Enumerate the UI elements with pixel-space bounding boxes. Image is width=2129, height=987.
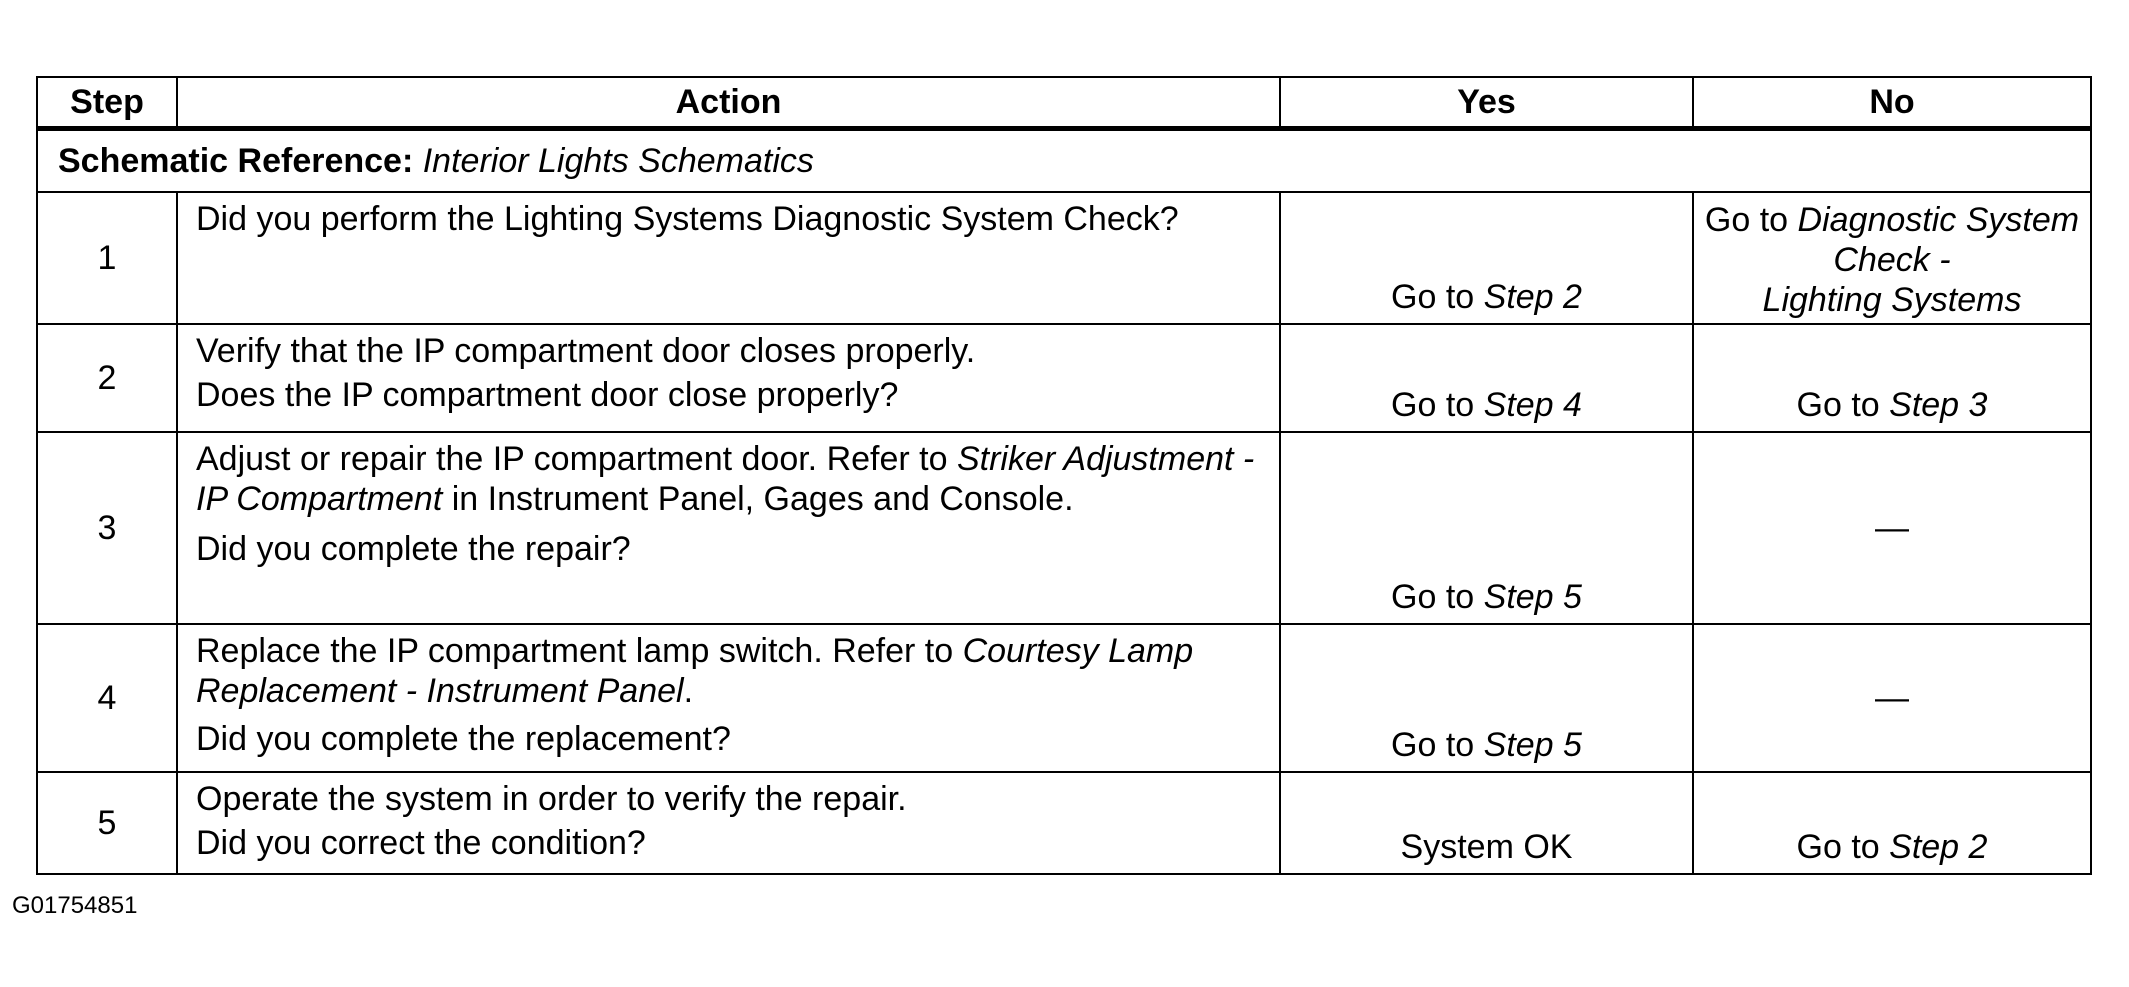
action-ref: Courtesy Lamp Replacement - Instrument Panel bbox=[196, 632, 1194, 710]
yes-ref: Step 5 bbox=[1483, 578, 1582, 616]
action-text-a: Adjust or repair the IP compartment door. Refer to bbox=[196, 440, 957, 478]
action-question: Does the IP compartment door close properly? bbox=[196, 376, 899, 414]
action-question: Did you complete the repair? bbox=[196, 530, 631, 568]
diagnostic-table bbox=[36, 76, 2092, 875]
step-number: 4 bbox=[37, 624, 177, 772]
schematic-reference bbox=[37, 129, 2091, 193]
yes-cell: System OK bbox=[1280, 772, 1693, 874]
yes-prefix: Go to bbox=[1391, 578, 1484, 616]
no-ref: Step 3 bbox=[1889, 386, 1988, 424]
action-question: Did you correct the condition? bbox=[196, 824, 646, 862]
table-row bbox=[37, 624, 2091, 772]
action-text: Operate the system in order to verify the repair. bbox=[196, 780, 907, 818]
no-prefix: Go to bbox=[1704, 201, 1798, 239]
no-prefix: Go to bbox=[1796, 828, 1890, 866]
step-number: 1 bbox=[37, 192, 177, 324]
yes-cell bbox=[1280, 624, 1693, 772]
yes-ref: Step 2 bbox=[1483, 278, 1582, 316]
header-row bbox=[37, 77, 2091, 129]
no-cell bbox=[1693, 192, 2091, 324]
no-cell: — bbox=[1693, 624, 2091, 772]
no-cell bbox=[1693, 324, 2091, 432]
yes-cell bbox=[1280, 324, 1693, 432]
action-cell bbox=[177, 192, 1280, 324]
yes-ref: Step 5 bbox=[1483, 726, 1582, 764]
no-ref: Step 2 bbox=[1889, 828, 1988, 866]
table-row bbox=[37, 432, 2091, 624]
schematic-reference-row bbox=[37, 129, 2091, 193]
action-cell bbox=[177, 772, 1280, 874]
action-question: Did you perform the Lighting Systems Diagnostic System Check? bbox=[196, 200, 1179, 238]
header-no: No bbox=[1693, 77, 2091, 129]
no-ref-cont: Lighting Systems bbox=[1762, 281, 2022, 319]
header-yes: Yes bbox=[1280, 77, 1693, 129]
action-ref: Striker Adjustment - IP Compartment bbox=[196, 440, 1255, 518]
step-number: 5 bbox=[37, 772, 177, 874]
action-text-c: . bbox=[683, 672, 694, 710]
table-row bbox=[37, 324, 2091, 432]
table-row bbox=[37, 192, 2091, 324]
no-cell bbox=[1693, 772, 2091, 874]
no-ref: Diagnostic System Check - bbox=[1797, 201, 2080, 279]
header-action: Action bbox=[177, 77, 1280, 129]
action-cell bbox=[177, 432, 1280, 624]
yes-cell bbox=[1280, 192, 1693, 324]
no-cell: — bbox=[1693, 432, 2091, 624]
yes-prefix: Go to bbox=[1391, 278, 1484, 316]
schematic-label: Schematic Reference: bbox=[58, 142, 414, 180]
schematic-value: Interior Lights Schematics bbox=[422, 142, 814, 180]
step-number: 2 bbox=[37, 324, 177, 432]
action-cell bbox=[177, 324, 1280, 432]
action-cell bbox=[177, 624, 1280, 772]
figure-code: G01754851 bbox=[12, 892, 138, 919]
table-row bbox=[37, 772, 2091, 874]
header-step: Step bbox=[37, 77, 177, 129]
yes-cell bbox=[1280, 432, 1693, 624]
yes-prefix: Go to bbox=[1391, 386, 1484, 424]
no-prefix: Go to bbox=[1796, 386, 1890, 424]
yes-prefix: Go to bbox=[1391, 726, 1484, 764]
yes-ref: Step 4 bbox=[1483, 386, 1582, 424]
action-text-c: in Instrument Panel, Gages and Console. bbox=[442, 480, 1074, 518]
action-text: Verify that the IP compartment door closes properly. bbox=[196, 332, 976, 370]
action-text-a: Replace the IP compartment lamp switch. Refer to bbox=[196, 632, 963, 670]
step-number: 3 bbox=[37, 432, 177, 624]
action-question: Did you complete the replacement? bbox=[196, 720, 731, 758]
